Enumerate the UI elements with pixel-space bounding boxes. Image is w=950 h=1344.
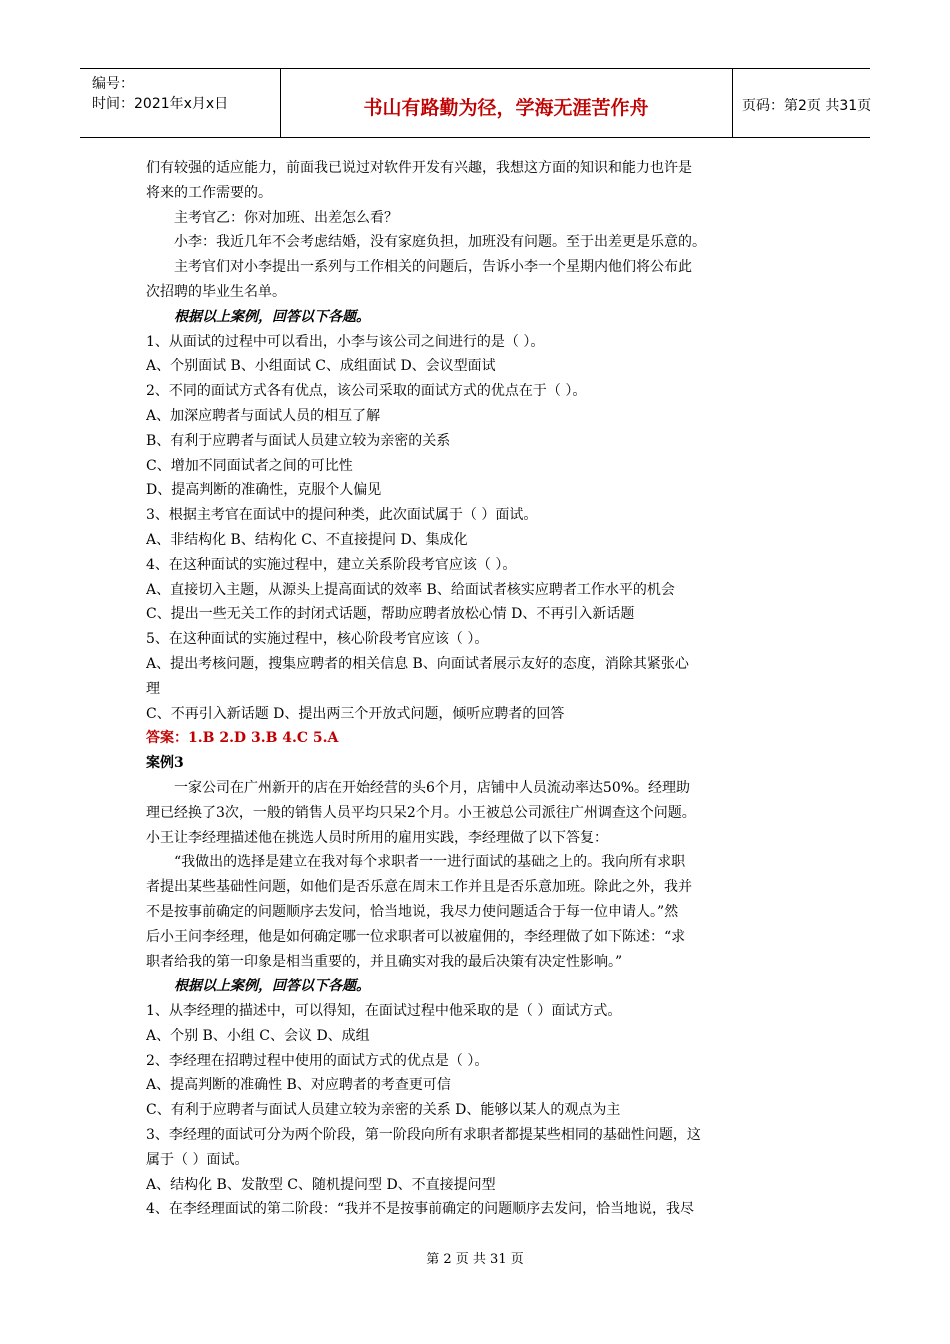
option-line: A、非结构化 B、结构化 C、不直接提问 D、集成化 [146, 531, 468, 548]
text-line: 将来的工作需要的。 [146, 184, 272, 201]
text-line: 主考官们对小李提出一系列与工作相关的问题后，告诉小李一个星期内他们将公布此 [174, 259, 692, 276]
text-line: 一家公司在广州新开的店在开始经营的头6个月，店铺中人员流动率达50%。经理助 [174, 779, 691, 796]
question-line: 2、李经理在招聘过程中使用的面试方式的优点是（ ）。 [146, 1052, 489, 1069]
option-line: A、提高判断的准确性 B、对应聘者的考查更可信 [146, 1077, 451, 1094]
option-line: A、个别 B、小组 C、会议 D、成组 [146, 1027, 370, 1044]
header-meta-cell [80, 69, 281, 137]
serial-label: 编号： [92, 76, 134, 92]
header-page-cell [732, 69, 870, 137]
section-instruction: 根据以上案例，回答以下各题。 [174, 978, 370, 995]
page-header [80, 68, 870, 138]
case-title: 案例3 [146, 755, 184, 772]
text-line: “我做出的选择是建立在我对每个求职者一一进行面试的基础之上的。我向所有求职 [174, 854, 686, 871]
text-line: 不是按事前确定的问题顺序去发问，恰当地说，我尽力使问题适合于每一位申请人。”然 [146, 903, 679, 920]
text-line: 属于（ ）面试。 [146, 1151, 249, 1168]
option-line: C、有利于应聘者与面试人员建立较为亲密的关系 D、能够以某人的观点为主 [146, 1102, 621, 1119]
question-line: 3、根据主考官在面试中的提问种类，此次面试属于（ ）面试。 [146, 507, 538, 524]
time-label: 时间：2021年x月x日 [92, 96, 229, 112]
question-line: 1、从面试的过程中可以看出，小李与该公司之间进行的是（ ）。 [146, 333, 545, 350]
question-line: 5、在这种面试的实施过程中，核心阶段考官应该（ ）。 [146, 631, 489, 648]
option-line: C、提出一些无关工作的封闭式话题，帮助应聘者放松心情 D、不再引入新话题 [146, 606, 635, 623]
header-motto-cell [280, 69, 733, 137]
text-line: 小王让李经理描述他在挑选人员时所用的雇用实践，李经理做了以下答复： [146, 829, 608, 846]
option-line: A、个别面试 B、小组面试 C、成组面试 D、会议型面试 [146, 358, 496, 375]
option-line: D、提高判断的准确性，克服个人偏见 [146, 482, 382, 499]
option-line: A、提出考核问题，搜集应聘者的相关信息 B、向面试者展示友好的态度，消除其紧张心 [146, 655, 689, 672]
text-line: 小李：我近几年不会考虑结婚，没有家庭负担，加班没有问题。至于出差更是乐意的。 [174, 234, 706, 251]
text-line: 理已经换了3次，一般的销售人员平均只呆2个月。小王被总公司派往广州调查这个问题。 [146, 804, 696, 821]
option-line: C、增加不同面试者之间的可比性 [146, 457, 353, 474]
option-line: A、结构化 B、发散型 C、随机提问型 D、不直接提问型 [146, 1176, 496, 1193]
question-line: 2、不同的面试方式各有优点，该公司采取的面试方式的优点在于（ ）。 [146, 383, 587, 400]
text-line: 后小王问李经理，他是如何确定哪一位求职者可以被雇佣的，李经理做了如下陈述：“求 [146, 928, 686, 945]
question-line: 3、李经理的面试可分为两个阶段，第一阶段向所有求职者都提某些相同的基础性问题，这 [146, 1127, 701, 1144]
option-line: A、直接切入主题，从源头上提高面试的效率 B、给面试者核实应聘者工作水平的机会 [146, 581, 675, 598]
option-line: B、有利于应聘者与面试人员建立较为亲密的关系 [146, 432, 451, 449]
text-line: 们有较强的适应能力，前面我已说过对软件开发有兴趣，我想这方面的知识和能力也许是 [146, 160, 692, 176]
option-line: C、不再引入新话题 D、提出两三个开放式问题，倾听应聘者的回答 [146, 705, 565, 722]
question-line: 4、在李经理面试的第二阶段：“我并不是按事前确定的问题顺序去发问，恰当地说，我尽 [146, 1201, 695, 1218]
question-line: 4、在这种面试的实施过程中，建立关系阶段考官应该（ ）。 [146, 556, 517, 573]
document-body [146, 156, 810, 1222]
option-line: A、加深应聘者与面试人员的相互了解 [146, 407, 381, 424]
text-line: 职者给我的第一印象是相当重要的，并且确实对我的最后决策有决定性影响。” [146, 953, 623, 970]
motto: 书山有路勤为径，学海无涯苦作舟 [363, 97, 649, 119]
answer-line: 答案：1.B 2.D 3.B 4.C 5.A [146, 730, 339, 747]
page-info: 页码：第2页 共31页 [742, 98, 872, 114]
page-footer: 第 2 页 共 31 页 [426, 1252, 524, 1267]
section-instruction: 根据以上案例，回答以下各题。 [174, 308, 370, 325]
text-line: 次招聘的毕业生名单。 [146, 283, 286, 300]
option-line: 理 [146, 680, 160, 697]
text-line: 者提出某些基础性问题，如他们是否乐意在周末工作并且是否乐意加班。除此之外，我并 [146, 879, 692, 896]
text-line: 主考官乙：你对加班、出差怎么看？ [174, 209, 398, 226]
question-line: 1、从李经理的描述中，可以得知，在面试过程中他采取的是（ ）面试方式。 [146, 1003, 622, 1020]
